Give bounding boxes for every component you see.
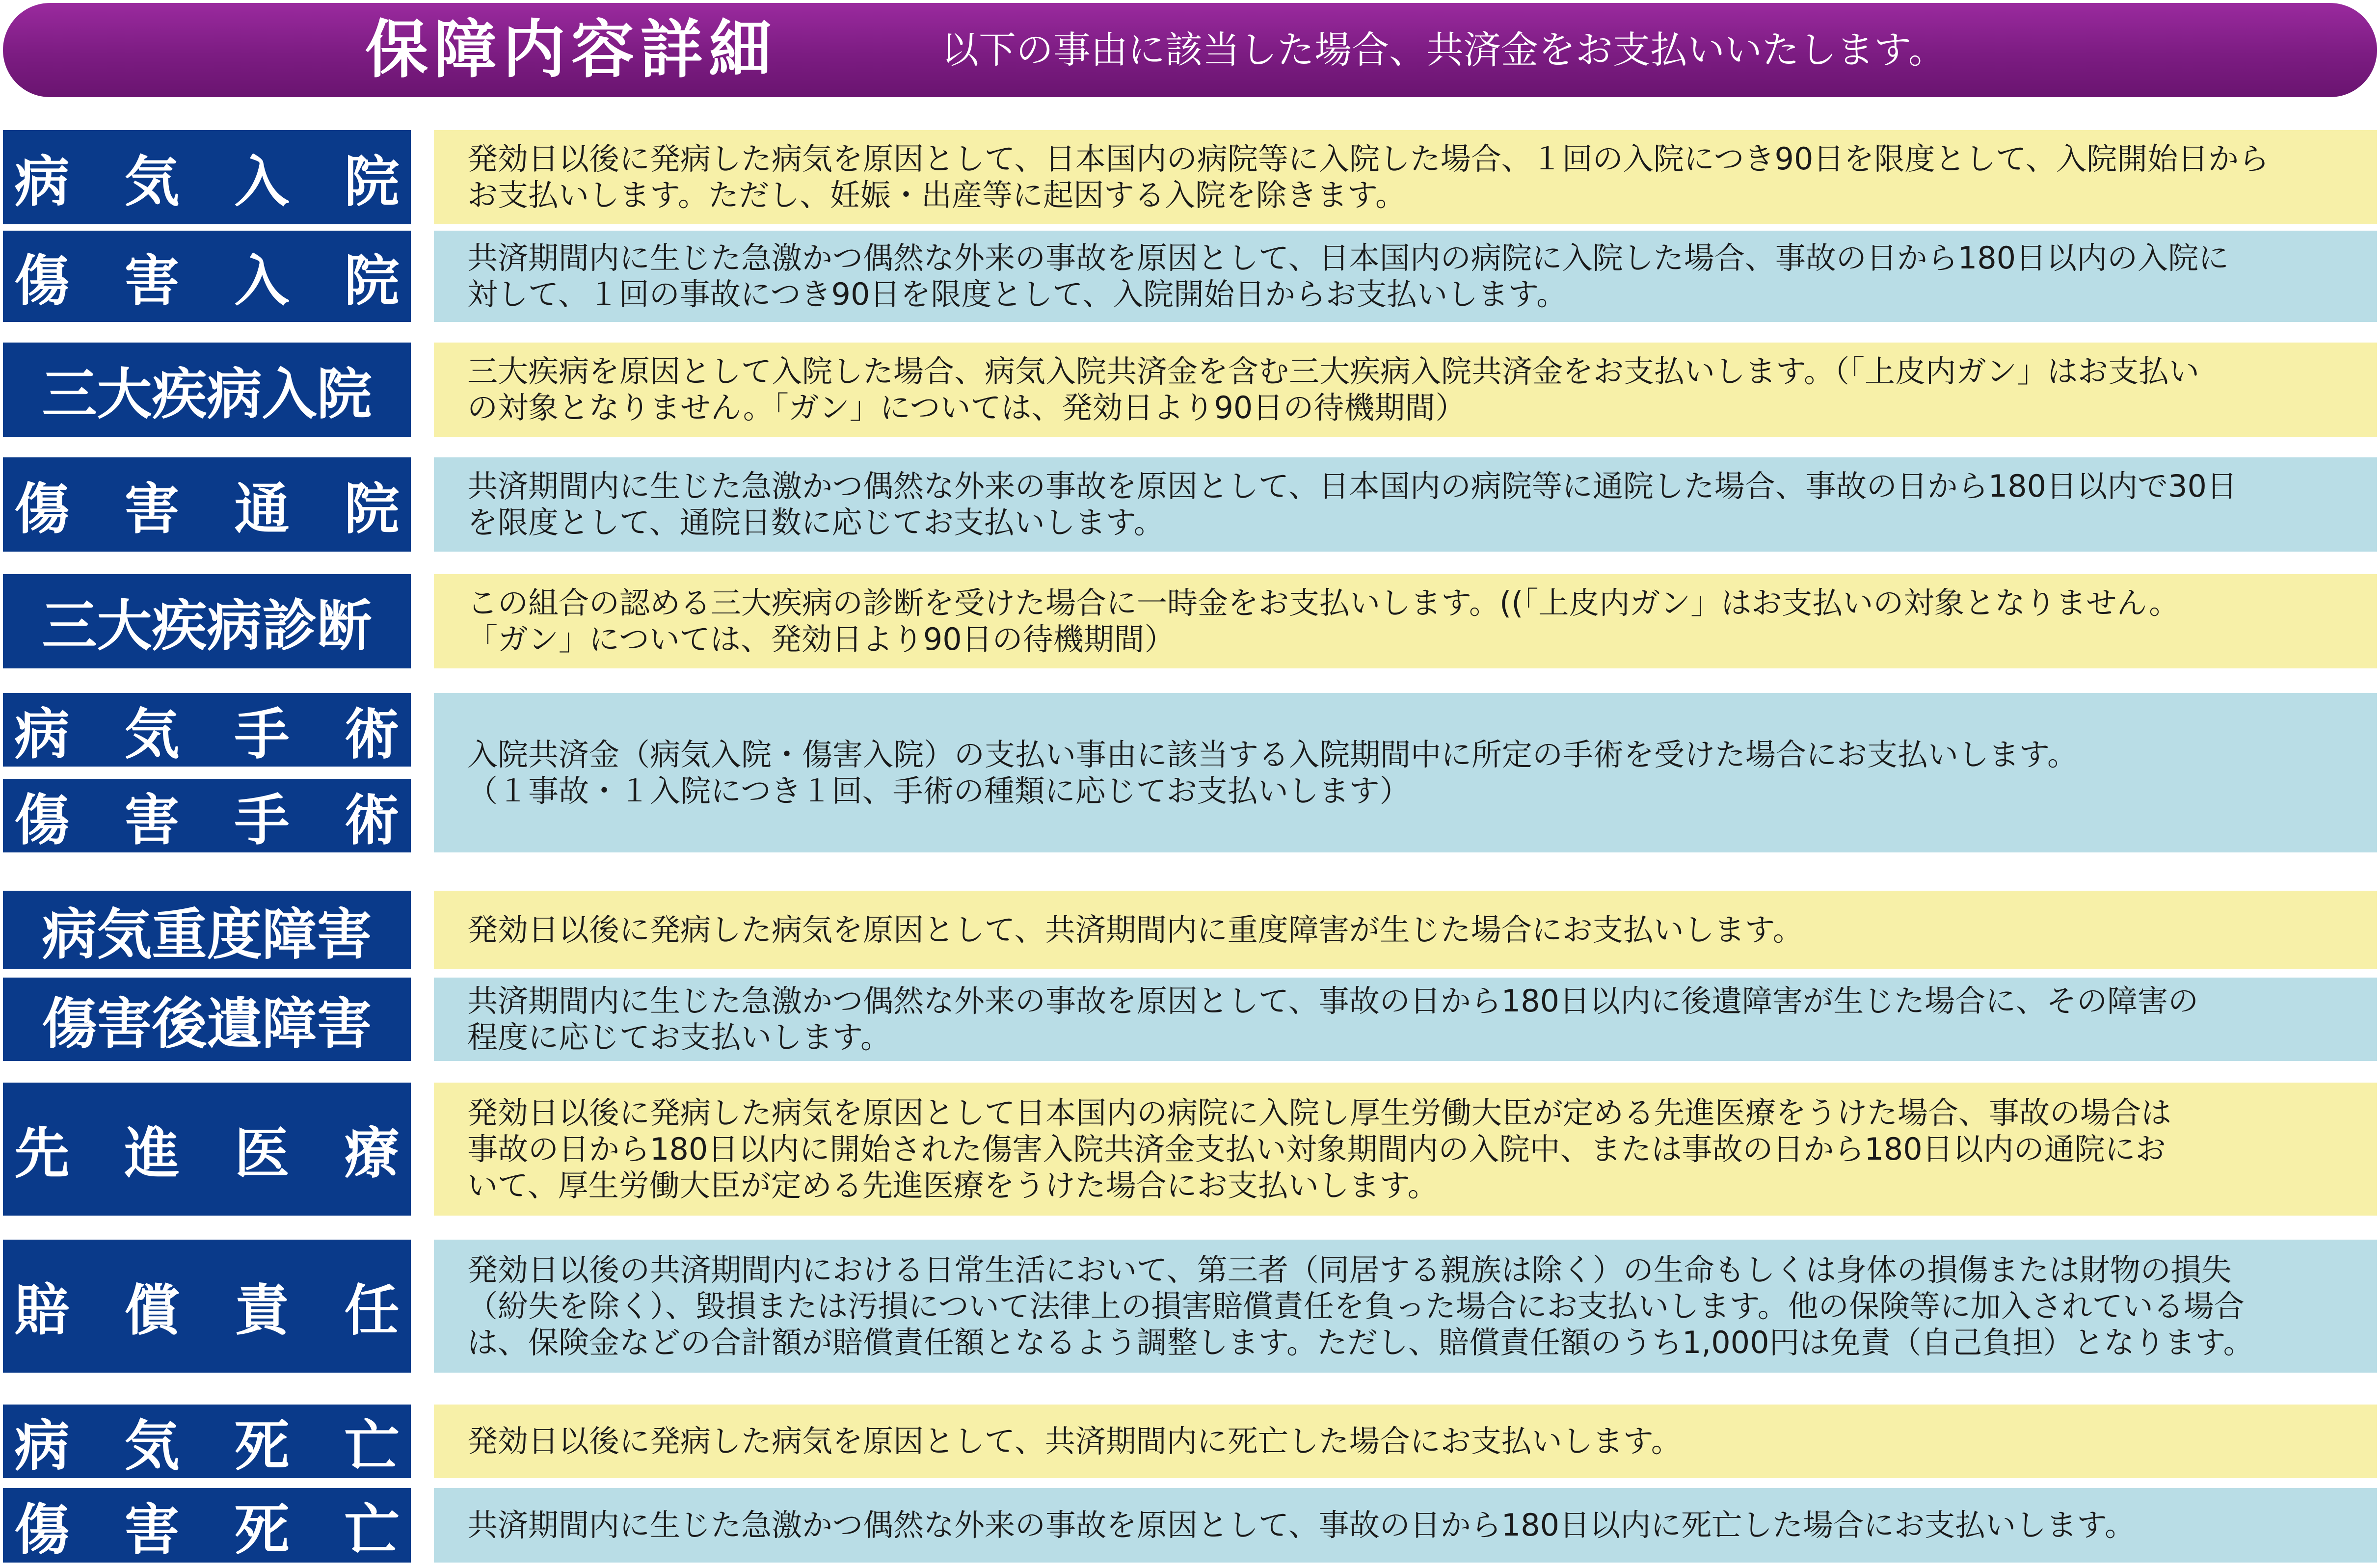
- description-line: （１事故・１入院につき１回、手術の種類に応じてお支払いします）: [467, 772, 1410, 809]
- description-line: 共済期間内に生じた急激かつ偶然な外来の事故を原因として、事故の日から180日以内に後遺障害が生じた場合に、その障害の: [467, 983, 2199, 1019]
- description-line: 入院共済金（病気入院・傷害入院）の支払い事由に該当する入院期間中に所定の手術を受けた場合にお支払いします。: [467, 736, 2078, 772]
- description-line: この組合の認める三大疾病の診断を受けた場合に一時金をお支払いします。((「上皮内ガン」はお支払いの対象となりません。: [467, 585, 2180, 621]
- description-line: 発効日以後に発病した病気を原因として日本国内の病院に入院し厚生労働大臣が定める先進医療をうけた場合、事故の場合は: [467, 1094, 2172, 1131]
- description-line: は、保険金などの合計額が賠償責任額となるよう調整します。ただし、賠償責任額のうち1,000円は免責（自己負担）となります。: [467, 1324, 2254, 1360]
- coverage-description: [434, 343, 2377, 437]
- description-line: 対して、１回の事故につき90日を限度として、入院開始日からお支払いします。: [467, 276, 1567, 312]
- description-line: いて、厚生労働大臣が定める先進医療をうけた場合にお支払いします。: [467, 1167, 1438, 1203]
- coverage-label: 傷 害 通 院: [3, 457, 411, 552]
- description-line: 発効日以後に発病した病気を原因として、日本国内の病院等に入院した場合、１回の入院につき90日を限度として、入院開始日から: [467, 141, 2270, 177]
- description-line: 共済期間内に生じた急激かつ偶然な外来の事故を原因として、日本国内の病院に入院した場合、事故の日から180日以内の入院に: [467, 240, 2229, 276]
- coverage-description: [434, 231, 2377, 322]
- coverage-description: [434, 1488, 2377, 1563]
- coverage-description: [434, 574, 2377, 668]
- description-line: 発効日以後に発病した病気を原因として、共済期間内に死亡した場合にお支払いします。: [467, 1423, 1682, 1459]
- coverage-description: [434, 693, 2377, 852]
- coverage-label: 傷 害 入 院: [3, 231, 411, 322]
- description-line: （紛失を除く）、毀損または汚損について法律上の損害賠償責任を負った場合にお支払いします。他の保険等に加入されている場合: [467, 1288, 2245, 1324]
- description-line: 発効日以後の共済期間内における日常生活において、第三者（同居する親族は除く）の生命もしくは身体の損傷または財物の損失: [467, 1251, 2232, 1288]
- coverage-label: 病 気 手 術: [3, 693, 411, 767]
- description-line: 「ガン」については、発効日より90日の待機期間）: [467, 621, 1175, 657]
- coverage-label: 賠 償 責 任: [3, 1240, 411, 1373]
- coverage-label: 三大疾病入院: [3, 343, 411, 437]
- coverage-label: 先 進 医 療: [3, 1083, 411, 1216]
- description-line: の対象となりません。「ガン」については、発効日より90日の待機期間）: [467, 390, 1466, 425]
- coverage-label: 傷害後遺障害: [3, 978, 411, 1061]
- description-line: 程度に応じてお支払いします。: [467, 1019, 891, 1055]
- description-line: 共済期間内に生じた急激かつ偶然な外来の事故を原因として、日本国内の病院等に通院した場合、事故の日から180日以内で30日: [467, 468, 2237, 504]
- description-line: 発効日以後に発病した病気を原因として、共済期間内に重度障害が生じた場合にお支払いします。: [467, 912, 1803, 948]
- coverage-description: [434, 457, 2377, 552]
- coverage-label: 病気重度障害: [3, 891, 411, 969]
- coverage-description: [434, 978, 2377, 1061]
- coverage-description: [434, 130, 2377, 224]
- coverage-description: [434, 1083, 2377, 1216]
- coverage-description: [434, 1405, 2377, 1478]
- coverage-label: 傷 害 手 術: [3, 779, 411, 852]
- description-line: 共済期間内に生じた急激かつ偶然な外来の事故を原因として、事故の日から180日以内に死亡した場合にお支払いします。: [467, 1507, 2136, 1543]
- page-title: 保障内容詳細: [365, 13, 778, 86]
- coverage-label: 三大疾病診断: [3, 574, 411, 668]
- description-line: を限度として、通院日数に応じてお支払いします。: [467, 504, 1164, 540]
- coverage-label: 病 気 入 院: [3, 130, 411, 224]
- coverage-description: [434, 1240, 2377, 1373]
- coverage-label: 病 気 死 亡: [3, 1405, 411, 1478]
- header-banner: [3, 3, 2377, 97]
- coverage-description: [434, 891, 2377, 969]
- description-line: お支払いします。ただし、妊娠・出産等に起因する入院を除きます。: [467, 177, 1406, 213]
- page-subtitle: 以下の事由に該当した場合、共済金をお支払いいたします。: [941, 28, 1946, 72]
- description-line: 事故の日から180日以内に開始された傷害入院共済金支払い対象期間内の入院中、または事故の日から180日以内の通院にお: [467, 1131, 2166, 1167]
- coverage-label: 傷 害 死 亡: [3, 1488, 411, 1563]
- description-line: 三大疾病を原因として入院した場合、病気入院共済金を含む三大疾病入院共済金をお支払いします。（「上皮内ガン」はお支払い: [467, 353, 2200, 389]
